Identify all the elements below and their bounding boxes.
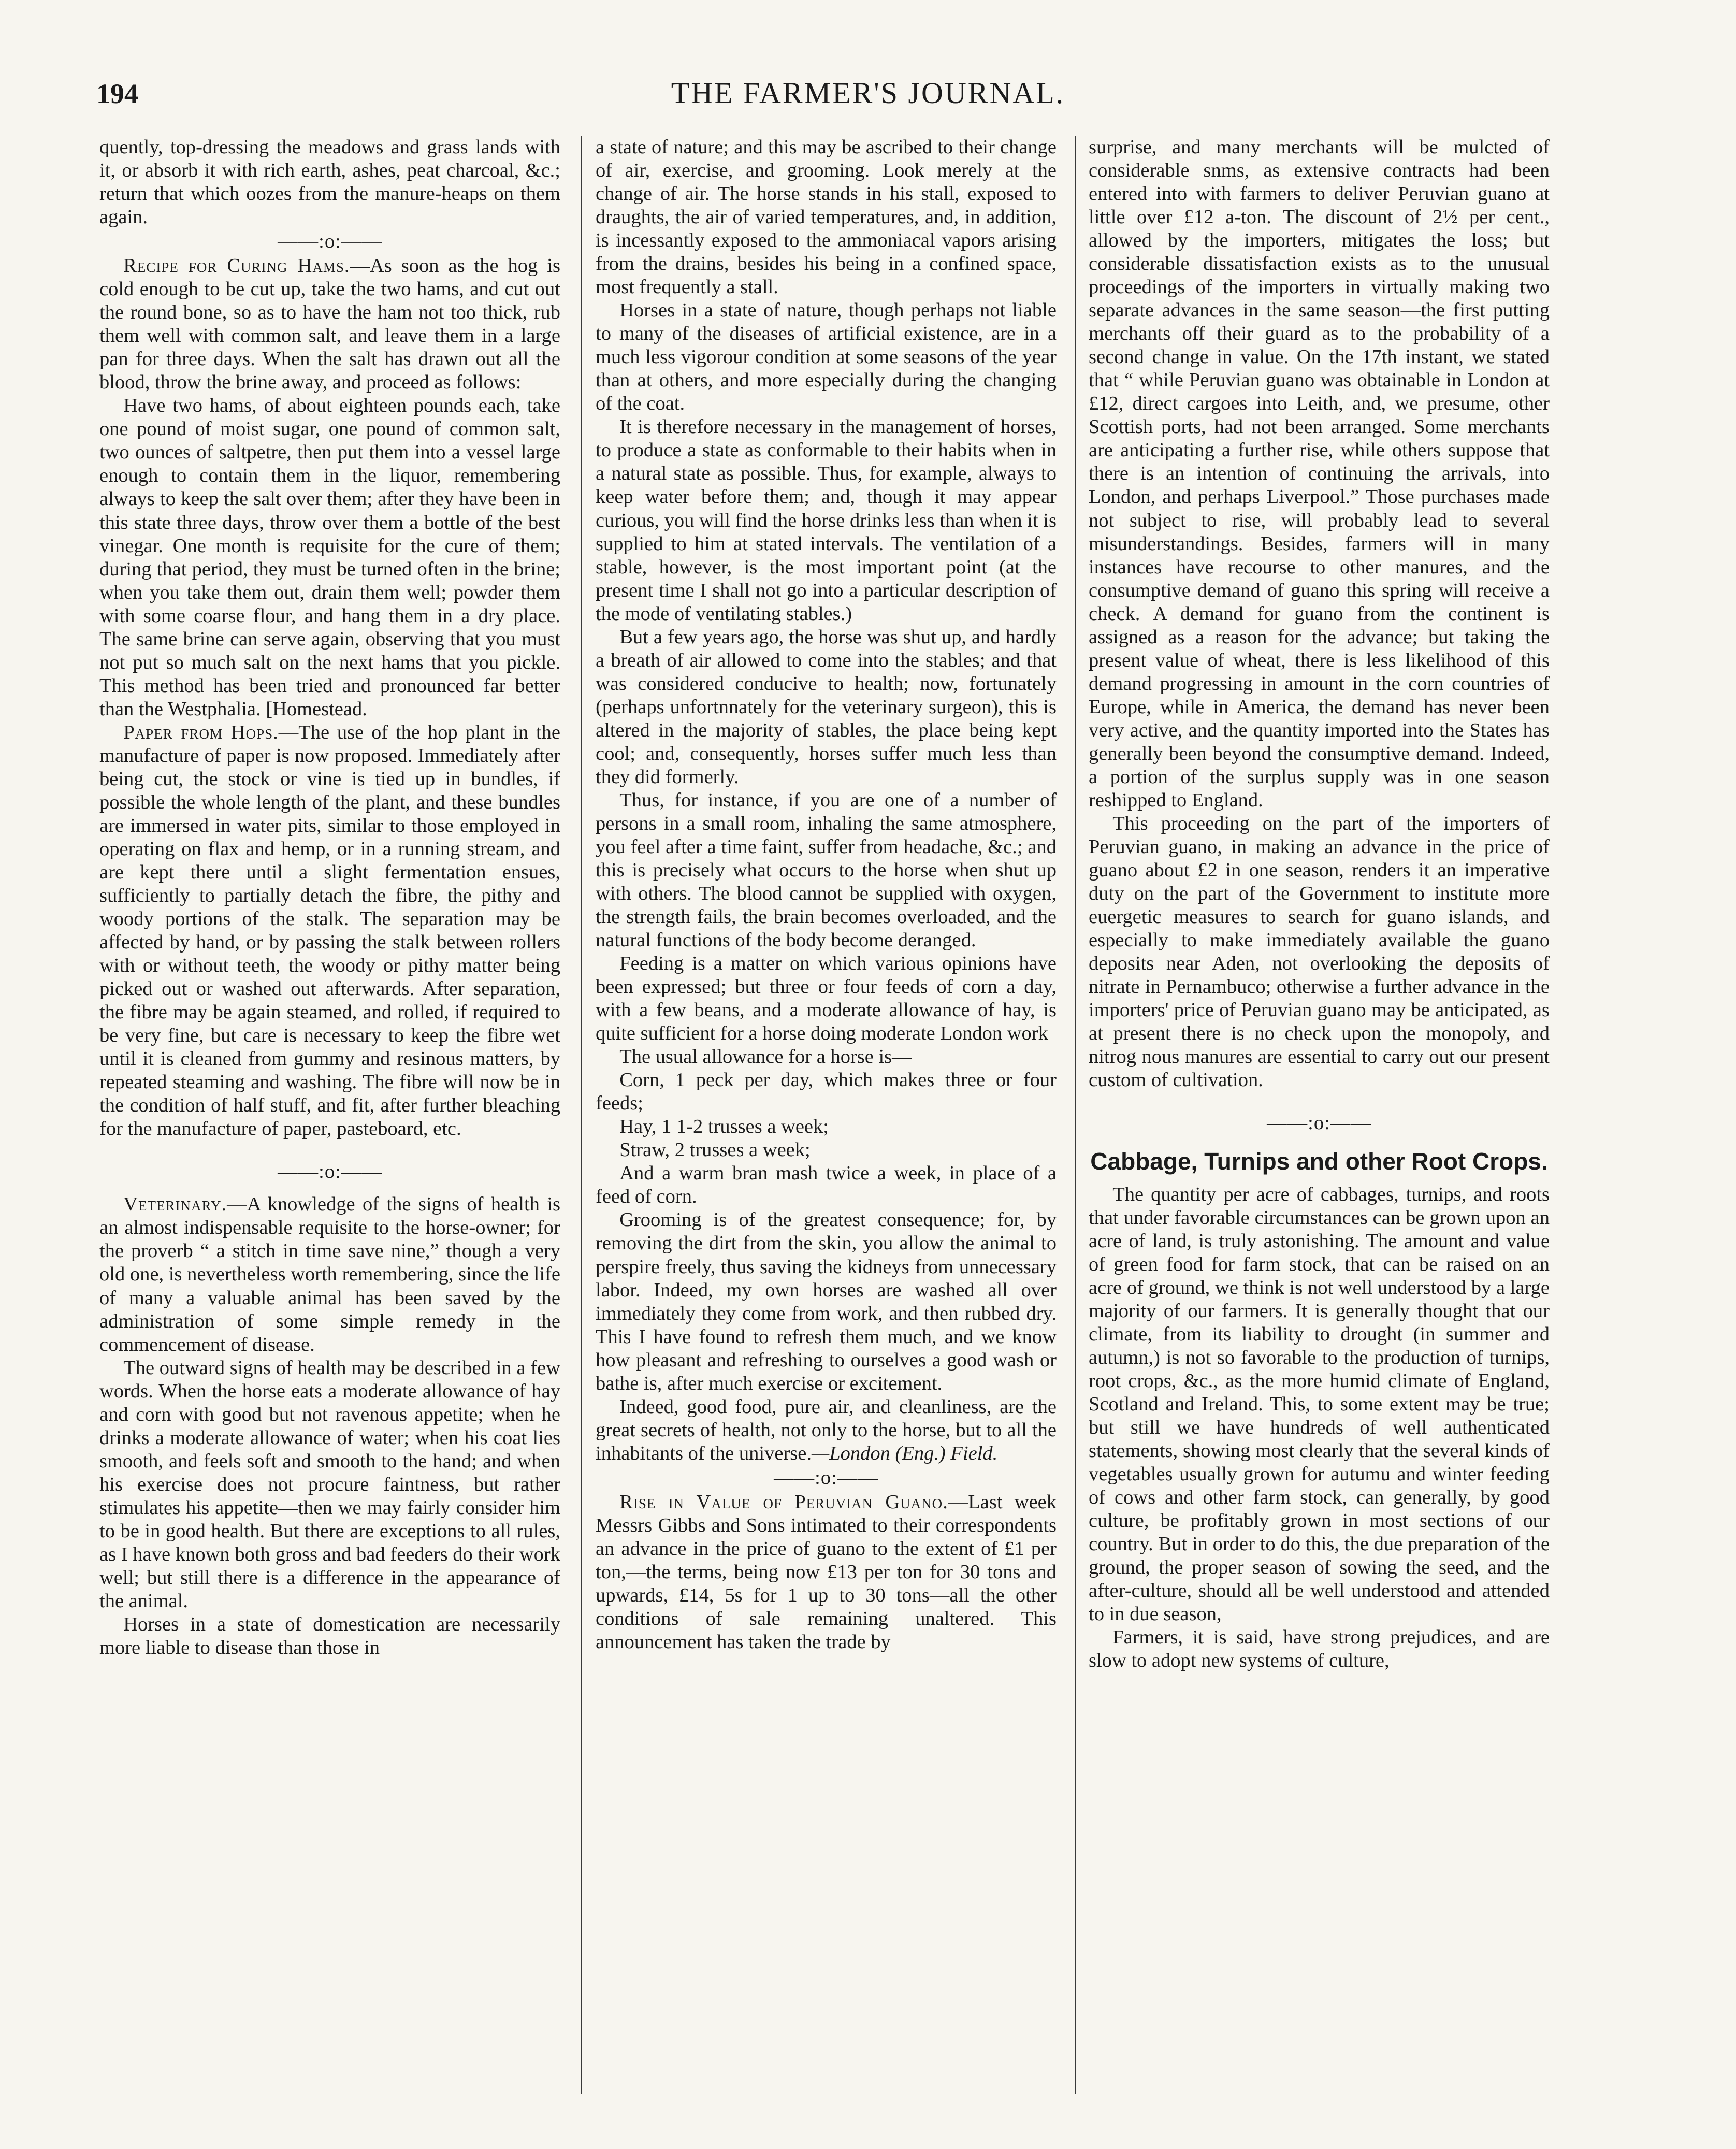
column-3 <box>1089 136 1550 2114</box>
section-separator: ——:o:—— <box>1267 1112 1371 1134</box>
paragraph: Have two hams, of about eighteen pounds each, take one pound of moist sugar, one pound of common salt, two ounces of saltpetre, then put them into a vessel large enough to contain them in the liquor, remembering always to keep the salt over them; after they have been in this state three days, throw over them a bottle of the best vinegar. One month is requisite for the cure of them; during that period, they must be turned often in the brine; when you take them out, drain them well; powder them with some coarse flour, and hang them in a dry place. The same brine can serve again, observing that you must not put so much salt on the next hams that you pickle. This method has been tried and pronounced far better than the Westphalia. [Homestead. <box>99 395 560 720</box>
column-rule <box>1075 136 1076 2094</box>
paragraph: Feeding is a matter on which various opinions have been expressed; but three or four feeds of corn a day, with a few beans, and a moderate allowance of hay, is quite sufficient for a horse doing moderate London work <box>596 953 1057 1045</box>
paragraph: The usual allowance for a horse is— <box>619 1046 912 1068</box>
allowance-item: Hay, 1 1-2 trusses a week; <box>619 1116 829 1138</box>
section-title-paper-from-hops: Paper from Hops. <box>123 721 279 743</box>
paragraph: Grooming is of the greatest consequence; for, by removing the dirt from the skin, you allow the animal to perspire freely, thus saving the kidneys from unnecessary labor. Indeed, my own horses are washed all over immediately they come from work, and then rubbed dry. This I have found to refresh them much, and we know how pleasant and refreshing to ourselves a good wash or bathe is, after much exercise or excitement. <box>596 1209 1057 1394</box>
section-title-peruvian-guano: Rise in Value of Peruvian Guano. <box>619 1491 948 1513</box>
paragraph-text: —Last week Messrs Gibbs and Sons intimated to their correspondents an advance in the price of guano to the extent of £1 per ton,—the terms, being now £13 per ton for 30 tons and upwards, £14, 5s for 1 up to 30 tons—all the other conditions of sale remaining unaltered. This announcement has taken the trade by <box>596 1491 1057 1653</box>
paragraph <box>99 254 560 394</box>
paragraph: The outward signs of health may be described in a few words. When the horse eats a moderate allowance of hay and corn with good but not ravenous appetite; when he drinks a moderate allowance of water; when his coat lies smooth, and feels soft and smooth to the hand; and when his exercise does not procure faintness, but rather stimulates his appetite—then we may fairly consider him to be in good health. But there are exceptions to all rules, as I have known both gross and bad feeders do their work well; but still there is a difference in the appearance of the animal. <box>99 1357 560 1612</box>
paragraph: This proceeding on the part of the importers of Peruvian guano, in making an advance in the price of guano about £2 in one season, renders it an imperative duty on the part of the Government to institute more euergetic measures to search for guano islands, and especially to make immediately available the guano deposits near Aden, not overlooking the deposits of nitrate in Pernambuco; otherwise a further advance in the importers' price of Peruvian guano may be anticipated, as at present there is no check upon the monopoly, and nitrog nous manures are essential to carry out our present custom of cultivation. <box>1089 812 1550 1091</box>
column-rule <box>581 136 582 2094</box>
paragraph: Farmers, it is said, have strong prejudices, and are slow to adopt new systems of culture, <box>1089 1626 1550 1672</box>
allowance-item: Straw, 2 trusses a week; <box>619 1139 811 1161</box>
section-separator: ——:o:—— <box>278 230 382 253</box>
paragraph <box>596 1491 1057 1654</box>
paragraph: Horses in a state of nature, though perhaps not liable to many of the diseases of artificial existence, are in a much less vigorour condition at some seasons of the year than at others, and more especially during the changing of the coat. <box>596 299 1057 415</box>
column-2 <box>596 136 1057 2114</box>
allowance-item: Corn, 1 peck per day, which makes three or four feeds; <box>596 1069 1057 1115</box>
paragraph-text: —A knowledge of the signs of health is an almost indispensable requisite to the horse-owner; for the proverb “ a stitch in time save nine,” though a very old one, is nevertheless worth remembering, since the life of many a valuable animal has been saved by the administration of some simple remedy in the commencement of disease. <box>99 1193 560 1355</box>
paragraph-text: Indeed, good food, pure air, and cleanliness, are the great secrets of health, not only to the horse, but to all the inhabitants of the universe. <box>596 1395 1057 1464</box>
paragraph: a state of nature; and this may be ascribed to their change of air, exercise, and grooming. Look merely at the change of air. The horse stands in his stall, exposed to draughts, the air of varied temperatures, and, in addition, is incessantly exposed to the ammoniacal vapors arising from the drains, besides his being in a confined space, most frequently a stall. <box>596 136 1057 298</box>
article-source: —London (Eng.) Field. <box>811 1442 998 1464</box>
running-head: THE FARMER'S JOURNAL. <box>671 76 1065 110</box>
section-separator: ——:o:—— <box>278 1161 382 1183</box>
paragraph <box>99 1193 560 1356</box>
paragraph: quently, top-dressing the meadows and grass lands with it, or absorb it with rich earth, ashes, peat charcoal, &c.; return that which oozes from the manure-heaps on them again. <box>99 136 560 228</box>
paragraph: Thus, for instance, if you are one of a number of persons in a small room, inhaling the same atmosphere, you feel after a time faint, suffer from headache, &c.; and this is precisely what occurs to the horse when shut up with others. The blood cannot be supplied with oxygen, the strength fails, the brain becomes overloaded, and the natural functions of the body become deranged. <box>596 789 1057 951</box>
section-separator: ——:o:—— <box>774 1466 878 1489</box>
section-title-curing-hams: Recipe for Curing Hams. <box>123 255 350 277</box>
paragraph: It is therefore necessary in the management of horses, to produce a state as conformable to their habits when in a natural state as possible. Thus, for example, always to keep water before them; and, though it may appear curious, you will find the horse drinks less than when it is supplied to him at stated intervals. The ventilation of a stable, however, is the most important point (at the present time I shall not go into a particular description of the mode of ventilating stables.) <box>596 416 1057 625</box>
paragraph <box>99 721 560 1141</box>
section-title-veterinary: Veterinary. <box>123 1193 227 1216</box>
paragraph-text: —As soon as the hog is cold enough to be cut up, take the two hams, and cut out the round bone, so as to have the ham not too thick, rub them well with common salt, and leave them in a large pan for three days. When the salt has drawn out all the blood, throw the brine away, and proceed as follows: <box>99 255 560 394</box>
paragraph <box>596 1395 1057 1465</box>
paragraph: Horses in a state of domestication are necessarily more liable to disease than those in <box>99 1613 560 1658</box>
paragraph-text: —The use of the hop plant in the manufacture of paper is now proposed. Immediately after being cut, the stock or vine is tied up in bundles, if possible the whole length of the plant, and these bundles are immersed in water pits, similar to those employed in operating on flax and hemp, or in a running stream, and are kept there until a slight fermentation ensues, sufficiently to partially detach the fibre, the pithy and woody portions of the stalk. The separation may be affected by hand, or by passing the stalk between rollers with or without teeth, the woody or pithy matter being picked out or washed out afterwards. After separation, the fibre may be again steamed, and rolled, if required to be very fine, but care is necessary to keep the fibre wet until it is cleaned from gummy and resinous matters, by repeated steaming and washing. The fibre will now be in the condition of half stuff, and fit, after further bleaching for the manufacture of paper, pasteboard, etc. <box>99 721 560 1140</box>
paragraph: surprise, and many merchants will be mulcted of considerable snms, as extensive contracts had been entered into with farmers to deliver Peruvian guano at little over £12 a-ton. The discount of 2½ per cent., allowed by the importers, mitigates the loss; but considerable dissatisfaction exists as to the unusual proceedings of the importers in virtually making two separate advances in the same season—the first putting merchants off their guard as to the probability of a second change in value. On the 17th instant, we stated that “ while Peruvian guano was obtainable in London at £12, direct cargoes into Leith, and, we presume, other Scottish ports, had not been arranged. Some merchants are anticipating a further rise, while others suppose that there is an intention of continuing the arrivals, into London, and perhaps Liverpool.” Those purchases made not subject to rise, will probably lead to several misunderstandings. Besides, farmers will in many instances have recourse to other manures, and the consumptive demand of guano this spring will receive a check. A demand for guano from the continent is assigned as a reason for the advance; but taking the present value of wheat, there is less likelihood of this demand progressing in amount in the corn countries of Europe, while in America, the demand has never been very active, and the quantity imported into the States has generally been beyond the consumptive demand. Indeed, a portion of the surplus supply was in one season reshipped to England. <box>1089 136 1550 811</box>
column-1 <box>99 136 560 2114</box>
allowance-item: And a warm bran mash twice a week, in place of a feed of corn. <box>596 1162 1057 1208</box>
paragraph: The quantity per acre of cabbages, turnips, and roots that under favorable circumstances can be grown upon an acre of land, is truly astonishing. The amount and value of green food for farm stock, that can be raised on an acre of ground, we think is not well understood by a large majority of our farmers. It is generally thought that our climate, from its liability to drought (in summer and autumn,) is not so favorable to the production of turnips, root crops, &c., as the more humid climate of England, Scotland and Ireland. This, to some extent may be true; but still we have hundreds of well authenticated statements, showing most clearly that the several kinds of vegetables usually grown for autumu and winter feeding of cows and other farm stock, can generally, by good culture, be profitably grown in most sections of our country. But in order to do this, the due preparation of the ground, the proper season of sowing the seed, and the after-culture, should all be well understood and attended to in due season, <box>1089 1183 1550 1625</box>
page-number: 194 <box>96 78 138 109</box>
section-heading-cabbage-turnips: Cabbage, Turnips and other Root Crops. <box>1090 1148 1548 1175</box>
paragraph: But a few years ago, the horse was shut up, and hardly a breath of air allowed to come into the stables; and that was considered conducive to health; now, fortunately (perhaps unfortnnately for the veterinary surgeon), this is altered in the majority of stables, the place being kept cool; and, consequently, horses suffer much less than they did formerly. <box>596 626 1057 788</box>
